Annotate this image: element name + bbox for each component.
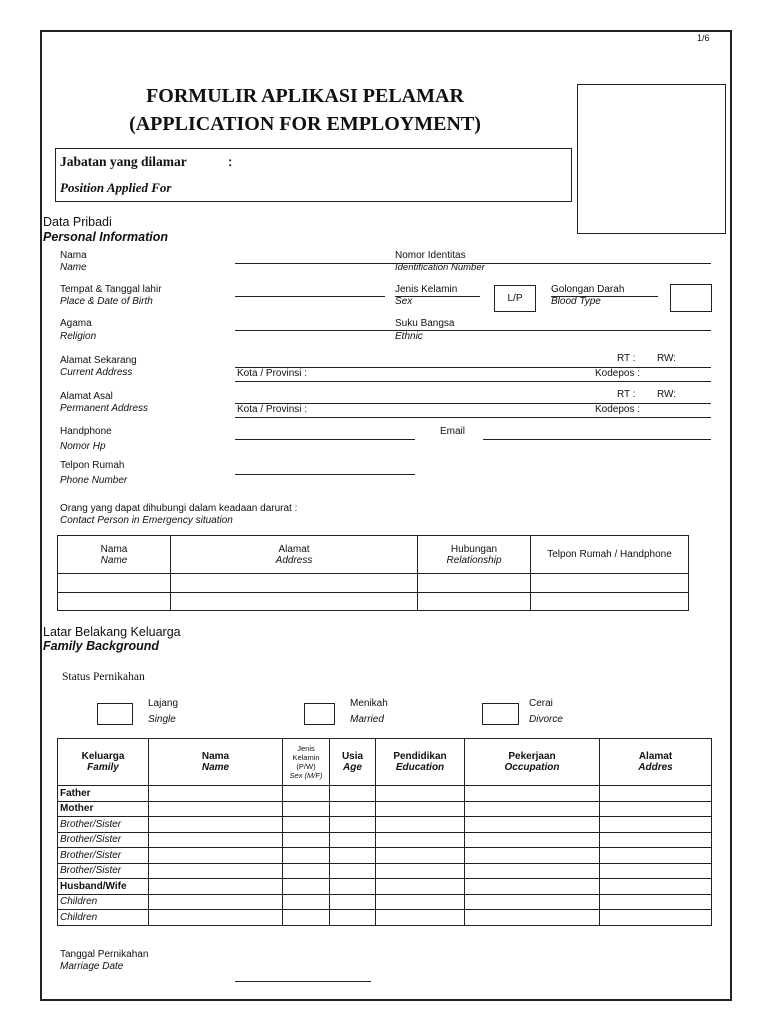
family-member-label: Father [58, 786, 149, 802]
zip-label: Kodepos : [595, 404, 641, 415]
table-cell[interactable] [149, 817, 283, 833]
sex-label-en: Sex [395, 296, 413, 307]
col-header: Keluarga Family [58, 739, 149, 786]
table-cell[interactable] [330, 894, 376, 910]
table-row[interactable] [58, 801, 712, 817]
table-cell[interactable] [465, 910, 600, 926]
table-cell[interactable] [465, 879, 600, 895]
table-cell[interactable] [283, 786, 330, 802]
table-row[interactable] [58, 894, 712, 910]
email-line[interactable] [483, 439, 711, 440]
table-cell[interactable] [330, 848, 376, 864]
table-cell[interactable] [465, 786, 600, 802]
page-number: 1/6 [697, 33, 710, 43]
married-label-en: Married [350, 714, 384, 725]
pob-line[interactable] [235, 296, 385, 297]
table-row[interactable] [58, 848, 712, 864]
single-label-en: Single [148, 714, 176, 725]
blood-box[interactable] [670, 284, 712, 312]
form-title-en: (APPLICATION FOR EMPLOYMENT) [129, 113, 481, 135]
table-cell[interactable] [283, 863, 330, 879]
family-member-label: Brother/Sister [58, 848, 149, 864]
zip-label: Kodepos : [595, 368, 641, 379]
ethnic-label: Suku Bangsa [395, 318, 455, 329]
position-field[interactable] [55, 148, 572, 202]
table-cell[interactable] [600, 879, 712, 895]
married-checkbox[interactable] [304, 703, 335, 725]
family-section-title-en: Family Background [43, 639, 159, 653]
email-label: Email [440, 426, 466, 437]
rw-label: RW: [657, 389, 677, 400]
blood-label-en: Blood Type [551, 296, 601, 307]
emergency-label-en: Contact Person in Emergency situation [60, 515, 233, 526]
position-colon: : [228, 154, 233, 169]
position-label: Jabatan yang dilamar [60, 154, 187, 169]
table-cell[interactable] [149, 863, 283, 879]
id-label-en: Identification Number [395, 262, 485, 273]
col-header: Usia Age [330, 739, 376, 786]
table-cell[interactable] [376, 832, 465, 848]
permanent-address-label: Alamat Asal [60, 391, 113, 402]
table-cell[interactable] [376, 786, 465, 802]
section-title-en: Personal Information [43, 230, 169, 244]
table-cell[interactable] [376, 910, 465, 926]
permanent-address-label-en: Permanent Address [60, 403, 149, 414]
name-id-line[interactable] [235, 263, 711, 264]
family-member-label: Brother/Sister [58, 832, 149, 848]
table-cell[interactable] [149, 832, 283, 848]
home-phone-label: Telpon Rumah [60, 460, 125, 471]
section-title: Data Pribadi [43, 215, 112, 229]
col-header: Nama Name [149, 739, 283, 786]
table-cell[interactable] [600, 848, 712, 864]
table-row[interactable] [58, 593, 689, 611]
rt-label: RT : [617, 353, 636, 364]
marital-status-label: Status Pernikahan [62, 671, 145, 683]
table-cell[interactable] [149, 910, 283, 926]
table-cell[interactable] [330, 879, 376, 895]
table-cell[interactable] [376, 848, 465, 864]
current-city-line[interactable] [235, 381, 711, 382]
pob-label-en: Place & Date of Birth [60, 296, 153, 307]
table-cell[interactable] [600, 786, 712, 802]
table-cell[interactable] [149, 894, 283, 910]
id-label: Nomor Identitas [395, 250, 466, 261]
rt-label: RT : [617, 389, 636, 400]
table-cell[interactable] [600, 801, 712, 817]
table-cell[interactable] [376, 817, 465, 833]
religion-label-en: Religion [60, 331, 97, 342]
photo-box[interactable] [577, 84, 726, 234]
family-member-label: Brother/Sister [58, 863, 149, 879]
city-label: Kota / Provinsi : [237, 368, 308, 379]
divorce-checkbox[interactable] [482, 703, 519, 725]
col-header: Alamat Address [171, 536, 418, 574]
rw-label: RW: [657, 353, 677, 364]
family-member-label: Children [58, 894, 149, 910]
table-cell[interactable] [376, 801, 465, 817]
family-member-label: Mother [58, 801, 149, 817]
table-cell[interactable] [465, 894, 600, 910]
table-cell[interactable] [283, 817, 330, 833]
table-cell[interactable] [149, 801, 283, 817]
table-cell[interactable] [330, 786, 376, 802]
name-label: Nama [60, 250, 87, 261]
table-cell[interactable] [283, 894, 330, 910]
col-header: Pekerjaan Occupation [465, 739, 600, 786]
blood-label: Golongan Darah [551, 284, 625, 295]
divorce-label-en: Divorce [529, 714, 563, 725]
table-row[interactable] [58, 817, 712, 833]
sex-box[interactable]: L/P [494, 285, 536, 312]
family-section-title: Latar Belakang Keluarga [43, 625, 181, 639]
handphone-label-en: Nomor Hp [60, 441, 106, 452]
table-row[interactable] [58, 879, 712, 895]
table-cell[interactable] [330, 801, 376, 817]
table-cell[interactable] [330, 863, 376, 879]
table-cell[interactable] [283, 801, 330, 817]
table-cell[interactable] [330, 832, 376, 848]
position-label-en: Position Applied For [60, 180, 172, 195]
table-row[interactable] [58, 832, 712, 848]
table-row[interactable] [58, 910, 712, 926]
blood-line [551, 296, 658, 297]
pob-label: Tempat & Tanggal lahir [60, 284, 162, 295]
current-address-label: Alamat Sekarang [60, 355, 137, 366]
ethnic-label-en: Ethnic [395, 331, 423, 342]
table-cell[interactable] [376, 879, 465, 895]
table-cell[interactable] [600, 863, 712, 879]
home-phone-line[interactable] [235, 474, 415, 475]
col-header: Telpon Rumah / Handphone [531, 536, 689, 574]
name-label-en: Name [60, 262, 87, 273]
table-cell[interactable] [149, 848, 283, 864]
single-checkbox[interactable] [97, 703, 133, 725]
family-member-label: Brother/Sister [58, 817, 149, 833]
family-member-label: Husband/Wife [58, 879, 149, 895]
married-label: Menikah [350, 698, 388, 709]
sex-line [395, 296, 480, 297]
col-header: Hubungan Relationship [418, 536, 531, 574]
sex-label: Jenis Kelamin [395, 284, 458, 295]
marriage-date-label-en: Marriage Date [60, 961, 124, 972]
table-cell[interactable] [465, 817, 600, 833]
table-cell[interactable] [376, 863, 465, 879]
table-cell[interactable] [465, 863, 600, 879]
table-cell[interactable] [283, 832, 330, 848]
table-cell[interactable] [600, 832, 712, 848]
emergency-table [57, 535, 689, 611]
table-cell[interactable] [600, 817, 712, 833]
table-cell[interactable] [600, 910, 712, 926]
handphone-label: Handphone [60, 426, 112, 437]
marriage-date-label: Tanggal Pernikahan [60, 949, 149, 960]
table-cell[interactable] [283, 910, 330, 926]
form-title: FORMULIR APLIKASI PELAMAR [146, 85, 464, 107]
table-row[interactable] [58, 863, 712, 879]
col-header: Pendidikan Education [376, 739, 465, 786]
family-member-label: Children [58, 910, 149, 926]
home-phone-label-en: Phone Number [60, 475, 128, 486]
emergency-label: Orang yang dapat dihubungi dalam keadaan darurat : [60, 503, 298, 514]
table-cell[interactable] [376, 894, 465, 910]
current-address-label-en: Current Address [60, 367, 133, 378]
marriage-date-line[interactable] [235, 981, 371, 982]
city-label: Kota / Provinsi : [237, 404, 308, 415]
col-header: Jenis Kelamin (P/W) Sex (M/F) [283, 739, 330, 786]
family-table [57, 738, 712, 926]
permanent-city-line[interactable] [235, 417, 711, 418]
table-cell[interactable] [465, 848, 600, 864]
divorce-label: Cerai [529, 698, 553, 709]
table-cell[interactable] [283, 879, 330, 895]
table-cell[interactable] [465, 801, 600, 817]
table-cell[interactable] [283, 848, 330, 864]
table-cell[interactable] [149, 879, 283, 895]
table-row[interactable] [58, 574, 689, 593]
table-cell[interactable] [465, 832, 600, 848]
col-header: Alamat Addres [600, 739, 712, 786]
col-header: Nama Name [58, 536, 171, 574]
religion-label: Agama [60, 318, 92, 329]
table-cell[interactable] [600, 894, 712, 910]
table-cell[interactable] [149, 786, 283, 802]
religion-ethnic-line[interactable] [235, 330, 711, 331]
handphone-line[interactable] [235, 439, 415, 440]
single-label: Lajang [148, 698, 179, 709]
table-cell[interactable] [330, 910, 376, 926]
table-cell[interactable] [330, 817, 376, 833]
table-row[interactable] [58, 786, 712, 802]
